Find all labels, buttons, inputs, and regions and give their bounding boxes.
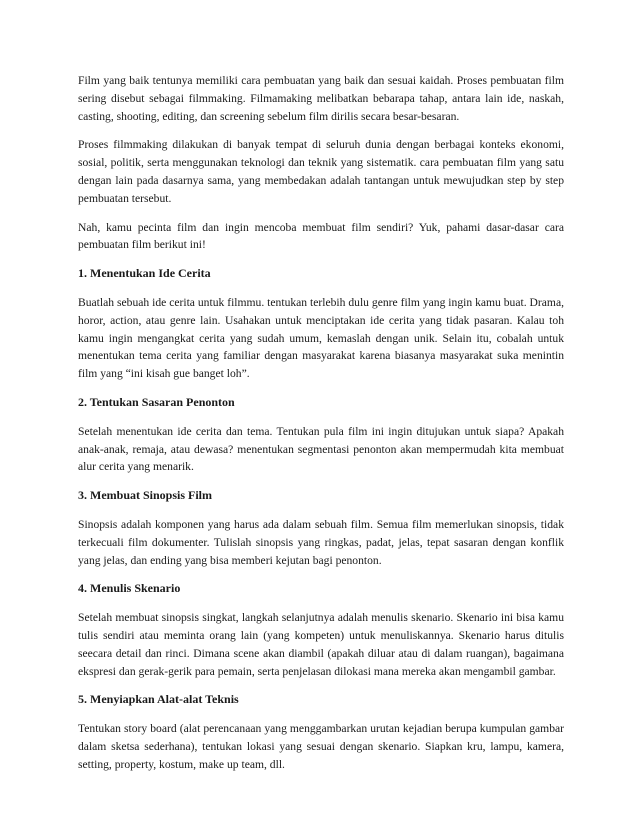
section-heading: 5. Menyiapkan Alat-alat Teknis xyxy=(78,692,239,707)
section-body: Tentukan story board (alat perencanaan yang menggambarkan urutan kejadian berupa kumpulan gambar dalam sketsa sederhana), tentukan lokasi yang sesuai dengan skenario. Siapkan kru, lampu, kamera, setting, property, kostum, make up team, dll. xyxy=(78,722,564,771)
intro-paragraph-1: Film yang baik tentunya memiliki cara pembuatan yang baik dan sesuai kaidah. Proses pembuatan film sering disebut sebagai filmmaking. Filmamaking melibatkan bebarapa tahap, antara lain ide, naskah, casting, shooting, editing, dan screening sebelum film dirilis secara besar-besaran. xyxy=(78,74,564,123)
section-body: Buatlah sebuah ide cerita untuk filmmu. tentukan terlebih dulu genre film yang ingin kamu buat. Drama, horor, action, atau genre lain. Usahakan untuk menciptakan ide cerita yang tidak pasaran. Kalau toh kamu ingin mengangkat cerita yang sudah umum, kemaslah dengan unik. Selain itu, cobalah untuk menentukan tema cerita yang familiar dengan masyarakat karena biasanya masyarakat suka menintin film yang “ini kisah gue banget loh”. xyxy=(78,295,564,381)
intro-paragraph-3: Nah, kamu pecinta film dan ingin mencoba membuat film sendiri? Yuk, pahami dasar-dasar cara pembuatan film berikut ini! xyxy=(78,220,564,252)
document-page xyxy=(78,72,564,785)
section-heading: 4. Menulis Skenario xyxy=(78,581,181,596)
section-heading: 1. Menentukan Ide Cerita xyxy=(78,266,211,281)
section-body: Sinopsis adalah komponen yang harus ada dalam sebuah film. Semua film memerlukan sinopsis, tidak terkecuali film dokumenter. Tulislah sinopsis yang ringkas, padat, jelas, tepat sasaran dengan konflik yang jelas, dan ending yang bisa memberi kejutan bagi penonton. xyxy=(78,517,564,567)
section-heading: 2. Tentukan Sasaran Penonton xyxy=(78,394,235,409)
section-skenario xyxy=(78,580,564,680)
section-body: Setelah menentukan ide cerita dan tema. Tentukan pula film ini ingin ditujukan untuk siapa? Apakah anak-anak, remaja, atau dewasa? menentukan segmentasi penonton akan mempermudah kita membuat alur cerita yang menarik. xyxy=(78,424,564,474)
section-body: Setelah membuat sinopsis singkat, langkah selanjutnya adalah menulis skenario. Skenario ini bisa kamu tulis sendiri atau meminta orang lain (yang kompeten) untuk menuliskannya. Skenario harus ditulis seecara detail dan rinci. Dimana scene akan diambil (apakah diluar atau di dalam ruangan), bagaimana ekspresi dan gerak-gerik para pemain, serta penjelasan dilokasi mana mereka akan mengambil gambar. xyxy=(78,611,564,678)
section-sinopsis-film xyxy=(78,487,564,569)
section-heading: 3. Membuat Sinopsis Film xyxy=(78,488,213,503)
section-sasaran-penonton xyxy=(78,394,564,476)
section-ide-cerita xyxy=(78,265,564,383)
section-alat-teknis xyxy=(78,691,564,773)
intro-paragraph-2: Proses filmmaking dilakukan di banyak tempat di seluruh dunia dengan berbagai konteks ekonomi, sosial, politik, serta menggunakan teknologi dan teknik yang sistematik. cara pembuatan film yang satu dengan lain pada dasarnya sama, yang membedakan adalah tantangan untuk mewujudkan step by step pembuatan tersebut. xyxy=(78,138,564,205)
